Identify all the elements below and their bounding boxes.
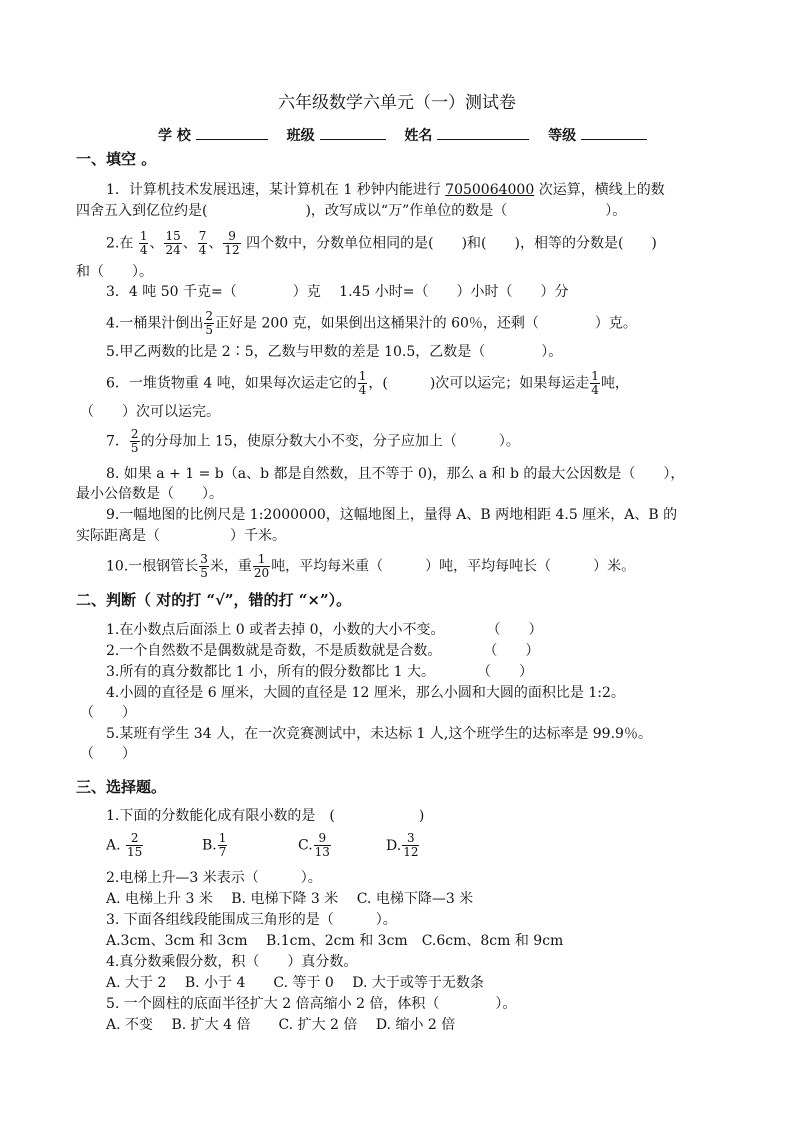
question-5: 5.甲乙两数的比是 2∶5，乙数与甲数的差是 10.5，乙数是（ ）。 [106, 344, 563, 360]
question-3: 3．4 吨 50 千克=（ ）克 1.45 小时=（ ）小时（ ）分 [106, 284, 569, 300]
fraction [218, 832, 228, 859]
fraction [204, 310, 214, 337]
question-text: 10.一根钢管长 [106, 558, 199, 575]
fraction [314, 832, 331, 859]
option-label: A. [106, 837, 121, 854]
judge-5-answer: （ ） [80, 746, 136, 762]
question-text: 1．计算机技术发展迅速，某计算机在 1 秒钟内能进行 [106, 182, 446, 198]
choice-4-options: A. 大于 2 B. 小于 4 C. 等于 0 D. 大于或等于无数条 [106, 975, 484, 991]
judge-3: 3.所有的真分数都比 1 小，所有的假分数都比 1 大。 （ ） [106, 664, 533, 680]
section-judge-heading: 二、判断（ 对的打 “√”，错的打 “×”）。 [76, 591, 352, 609]
numerator: 15 [165, 229, 181, 243]
choice-2-options: A. 电梯上升 3 米 B. 电梯下降 3 米 C. 电梯下降—3 米 [106, 891, 474, 907]
option-d [386, 831, 420, 859]
numerator: 9 [314, 832, 331, 846]
choice-3: 3. 下面各组线段能围成三角形的是（ ）。 [106, 912, 397, 928]
denominator: 4 [139, 243, 148, 257]
question-text: 米，重 [209, 558, 252, 575]
choice-1-options [106, 832, 420, 859]
option-a [106, 832, 202, 859]
fraction [223, 230, 240, 257]
fraction [198, 230, 208, 257]
fraction [253, 553, 270, 580]
question-10 [106, 553, 635, 580]
numerator: 2 [126, 832, 143, 846]
question-text: 次运算，横线上的数 [534, 182, 665, 198]
question-9-line-2: 实际距离是（ ）千米。 [76, 528, 286, 544]
question-text: 2.在 [106, 235, 134, 252]
fraction [402, 832, 419, 859]
choice-1: 1.下面的分数能化成有限小数的是 ( ) [106, 808, 425, 824]
denominator: 7 [218, 845, 227, 859]
numerator: 1 [218, 831, 227, 845]
question-1-line-1 [106, 180, 665, 200]
denominator: 5 [205, 323, 213, 337]
denominator: 5 [130, 441, 139, 455]
question-4 [106, 310, 637, 337]
name-label: 姓名 [404, 128, 433, 144]
numerator: 3 [402, 832, 419, 846]
option-c [298, 832, 386, 859]
section-choice-heading: 三、选择题。 [76, 778, 167, 796]
choice-3-options: A.3cm、3cm 和 3cm B.1cm、2cm 和 3cm C.6cm、8cm 和 9cm [106, 933, 564, 949]
option-label: B. [202, 837, 217, 854]
denominator: 20 [253, 566, 270, 580]
grade-field[interactable] [581, 124, 647, 140]
question-text: 6．一堆货物重 4 吨，如果每次运走它的 [106, 375, 357, 392]
numerator: 1 [253, 553, 270, 567]
denominator: 12 [403, 845, 419, 859]
numerator: 1 [591, 369, 599, 383]
numerator: 1 [358, 369, 367, 383]
question-2-line-1: 2.在 $\frac{1}{4}$ 、 $\frac{15}{24}$ 、 $\frac{7}{4}$ 、 $\frac{9}{12}$ 四个数中，分数单位相同的是( )和( )，相等的分数是( ) [106, 229, 657, 257]
question-text: 吨，平均每米重（ ）吨，平均每吨长（ ）米。 [271, 558, 636, 575]
question-1-line-2: 四舍五入到亿位约是( )，改写成以“万”作单位的数是（ ）。 [76, 203, 627, 219]
question-text: 四个数中，分数单位相同的是( )和( )，相等的分数是( ) [241, 235, 657, 252]
denominator: 13 [314, 845, 330, 859]
option-b [202, 832, 298, 859]
numerator: 2 [130, 427, 139, 441]
judge-1: 1.在小数点后面添上 0 或者去掉 0，小数的大小不变。 （ ） [106, 622, 543, 638]
fraction [358, 370, 368, 397]
question-2-line-2: 和（ ）。 [76, 264, 153, 280]
choice-2: 2.电梯上升—3 米表示（ ）。 [106, 870, 322, 886]
judge-5: 5.某班有学生 34 人，在一次竞赛测试中，未达标 1 人,这个班学生的达标率是 99.9％。 [106, 726, 652, 742]
class-label: 班级 [286, 128, 315, 144]
class-field[interactable] [320, 124, 386, 140]
numerator: 2 [205, 309, 213, 323]
choice-4: 4.真分数乘假分数，积（ ）真分数。 [106, 954, 358, 970]
denominator: 4 [358, 383, 367, 397]
denominator: 15 [127, 845, 143, 859]
fraction [164, 230, 181, 257]
school-label: 学 校 [158, 128, 191, 144]
judge-2: 2.一个自然数不是偶数就是奇数，不是质数就是合数。 （ ） [106, 643, 540, 659]
question-text: 的分母加上 15，使原分数大小不变，分子应加上（ ）。 [140, 433, 520, 450]
question-9-line-1: 9.一幅地图的比例尺是 1:2000000，这幅地图上，量得 A、B 两地相距 4.5 厘米，A、B 的 [106, 507, 678, 523]
page-title: 六年级数学六单元（一）测试卷 [278, 93, 516, 113]
school-field[interactable] [196, 124, 268, 140]
numerator: 7 [198, 229, 207, 243]
option-label: D. [386, 837, 402, 854]
fraction [590, 370, 600, 397]
choice-5-options: A. 不变 B. 扩大 4 倍 C. 扩大 2 倍 D. 缩小 2 倍 [106, 1017, 456, 1033]
underlined-number: 7050064000 [445, 182, 535, 198]
numerator: 3 [200, 552, 208, 566]
option-label: C. [298, 837, 313, 854]
section-fill-blank-heading: 一、填空 。 [76, 150, 157, 168]
question-7 [106, 428, 520, 455]
fraction [126, 832, 143, 859]
fraction [199, 553, 209, 580]
question-6-line-2: （ ）次可以运完。 [80, 404, 220, 420]
question-text: 7． [106, 433, 129, 450]
question-text: 正好是 200 克，如果倒出这桶果汁的 60％，还剩（ ）克。 [215, 315, 637, 332]
student-info-row [158, 124, 661, 145]
denominator: 4 [198, 243, 207, 257]
denominator: 24 [165, 243, 181, 257]
fraction [130, 428, 140, 455]
question-8-line-1: 8. 如果 a + 1 = b（a、b 都是自然数，且不等于 0)，那么 a 和 b 的最大公因数是（ ）， [106, 466, 685, 482]
question-text: 吨， [600, 375, 629, 392]
choice-5: 5. 一个圆柱的底面半径扩大 2 倍高缩小 2 倍，体积（ ）。 [106, 996, 517, 1012]
name-field[interactable] [437, 124, 529, 140]
denominator: 5 [200, 566, 208, 580]
question-8-line-2: 最小公倍数是（ ）。 [76, 486, 223, 502]
judge-4: 4.小圆的直径是 6 厘米，大圆的直径是 12 厘米，那么小圆和大圆的面积比是 1:2。 [106, 685, 625, 701]
numerator: 9 [223, 230, 240, 244]
question-text: ，( )次可以运完；如果每运走 [368, 375, 590, 392]
numerator: 1 [139, 229, 148, 243]
fraction [139, 230, 149, 257]
denominator: 4 [591, 383, 599, 397]
question-text: 4.一桶果汁倒出 [106, 315, 204, 332]
denominator: 12 [224, 243, 240, 257]
judge-4-answer: （ ） [80, 705, 136, 721]
question-6-line-1 [106, 370, 629, 397]
grade-label: 等级 [548, 128, 577, 144]
